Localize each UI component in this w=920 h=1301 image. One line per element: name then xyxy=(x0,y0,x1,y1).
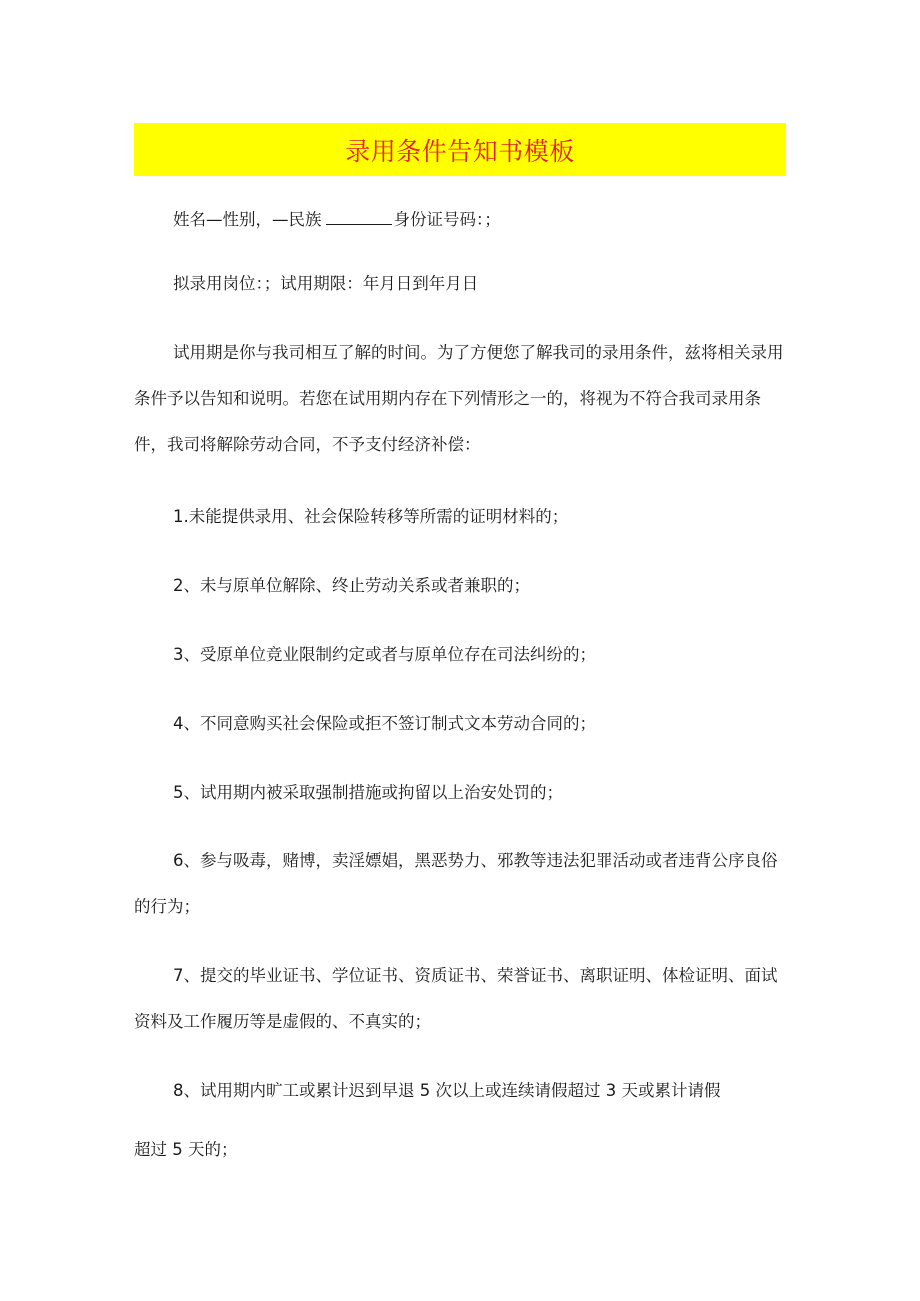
list-item-5: 5、试用期内被采取强制措施或拘留以上治安处罚的； xyxy=(173,783,563,802)
document-title: 录用条件告知书模板 xyxy=(345,136,575,166)
list-item-3: 3、受原单位竞业限制约定或者与原单位存在司法纠纷的； xyxy=(173,645,596,664)
list-item-8-line-1: 8、试用期内旷工或累计迟到早退 5 次以上或连续请假超过 3 天或累计请假 xyxy=(173,1081,721,1100)
title-banner xyxy=(134,123,786,176)
ethnicity-blank xyxy=(326,210,392,225)
list-item-2: 2、未与原单位解除、终止劳动关系或者兼职的； xyxy=(173,576,530,595)
list-item-1: 1.未能提供录用、社会保险转移等所需的证明材料的； xyxy=(173,507,569,526)
info-line-position: 拟录用岗位：；试用期限：年月日到年月日 xyxy=(173,274,479,293)
list-item-4: 4、不同意购买社会保险或拒不签订制式文本劳动合同的； xyxy=(173,714,596,733)
info-id-label: 身份证号码：； xyxy=(393,210,501,229)
list-item-6: 6、参与吸毒，赌博，卖淫嫖娼，黑恶势力、邪教等违法犯罪活动或者违背公序良俗的行为； xyxy=(134,851,778,916)
intro-paragraph: 试用期是你与我司相互了解的时间。为了方便您了解我司的录用条件，兹将相关录用条件予以告知和说明。若您在试用期内存在下列情形之一的，将视为不符合我司录用条件，我司将解除劳动合同，不予支付经济补偿： xyxy=(134,343,784,454)
info-line-name xyxy=(134,197,786,243)
list-item-7: 7、提交的毕业证书、学位证书、资质证书、荣誉证书、离职证明、体检证明、面试资料及工作履历等是虚假的、不真实的； xyxy=(134,966,778,1031)
list-item-8-line-2: 超过 5 天的； xyxy=(134,1140,238,1159)
info-name-label: 姓名—性别，—民族 xyxy=(173,210,322,229)
